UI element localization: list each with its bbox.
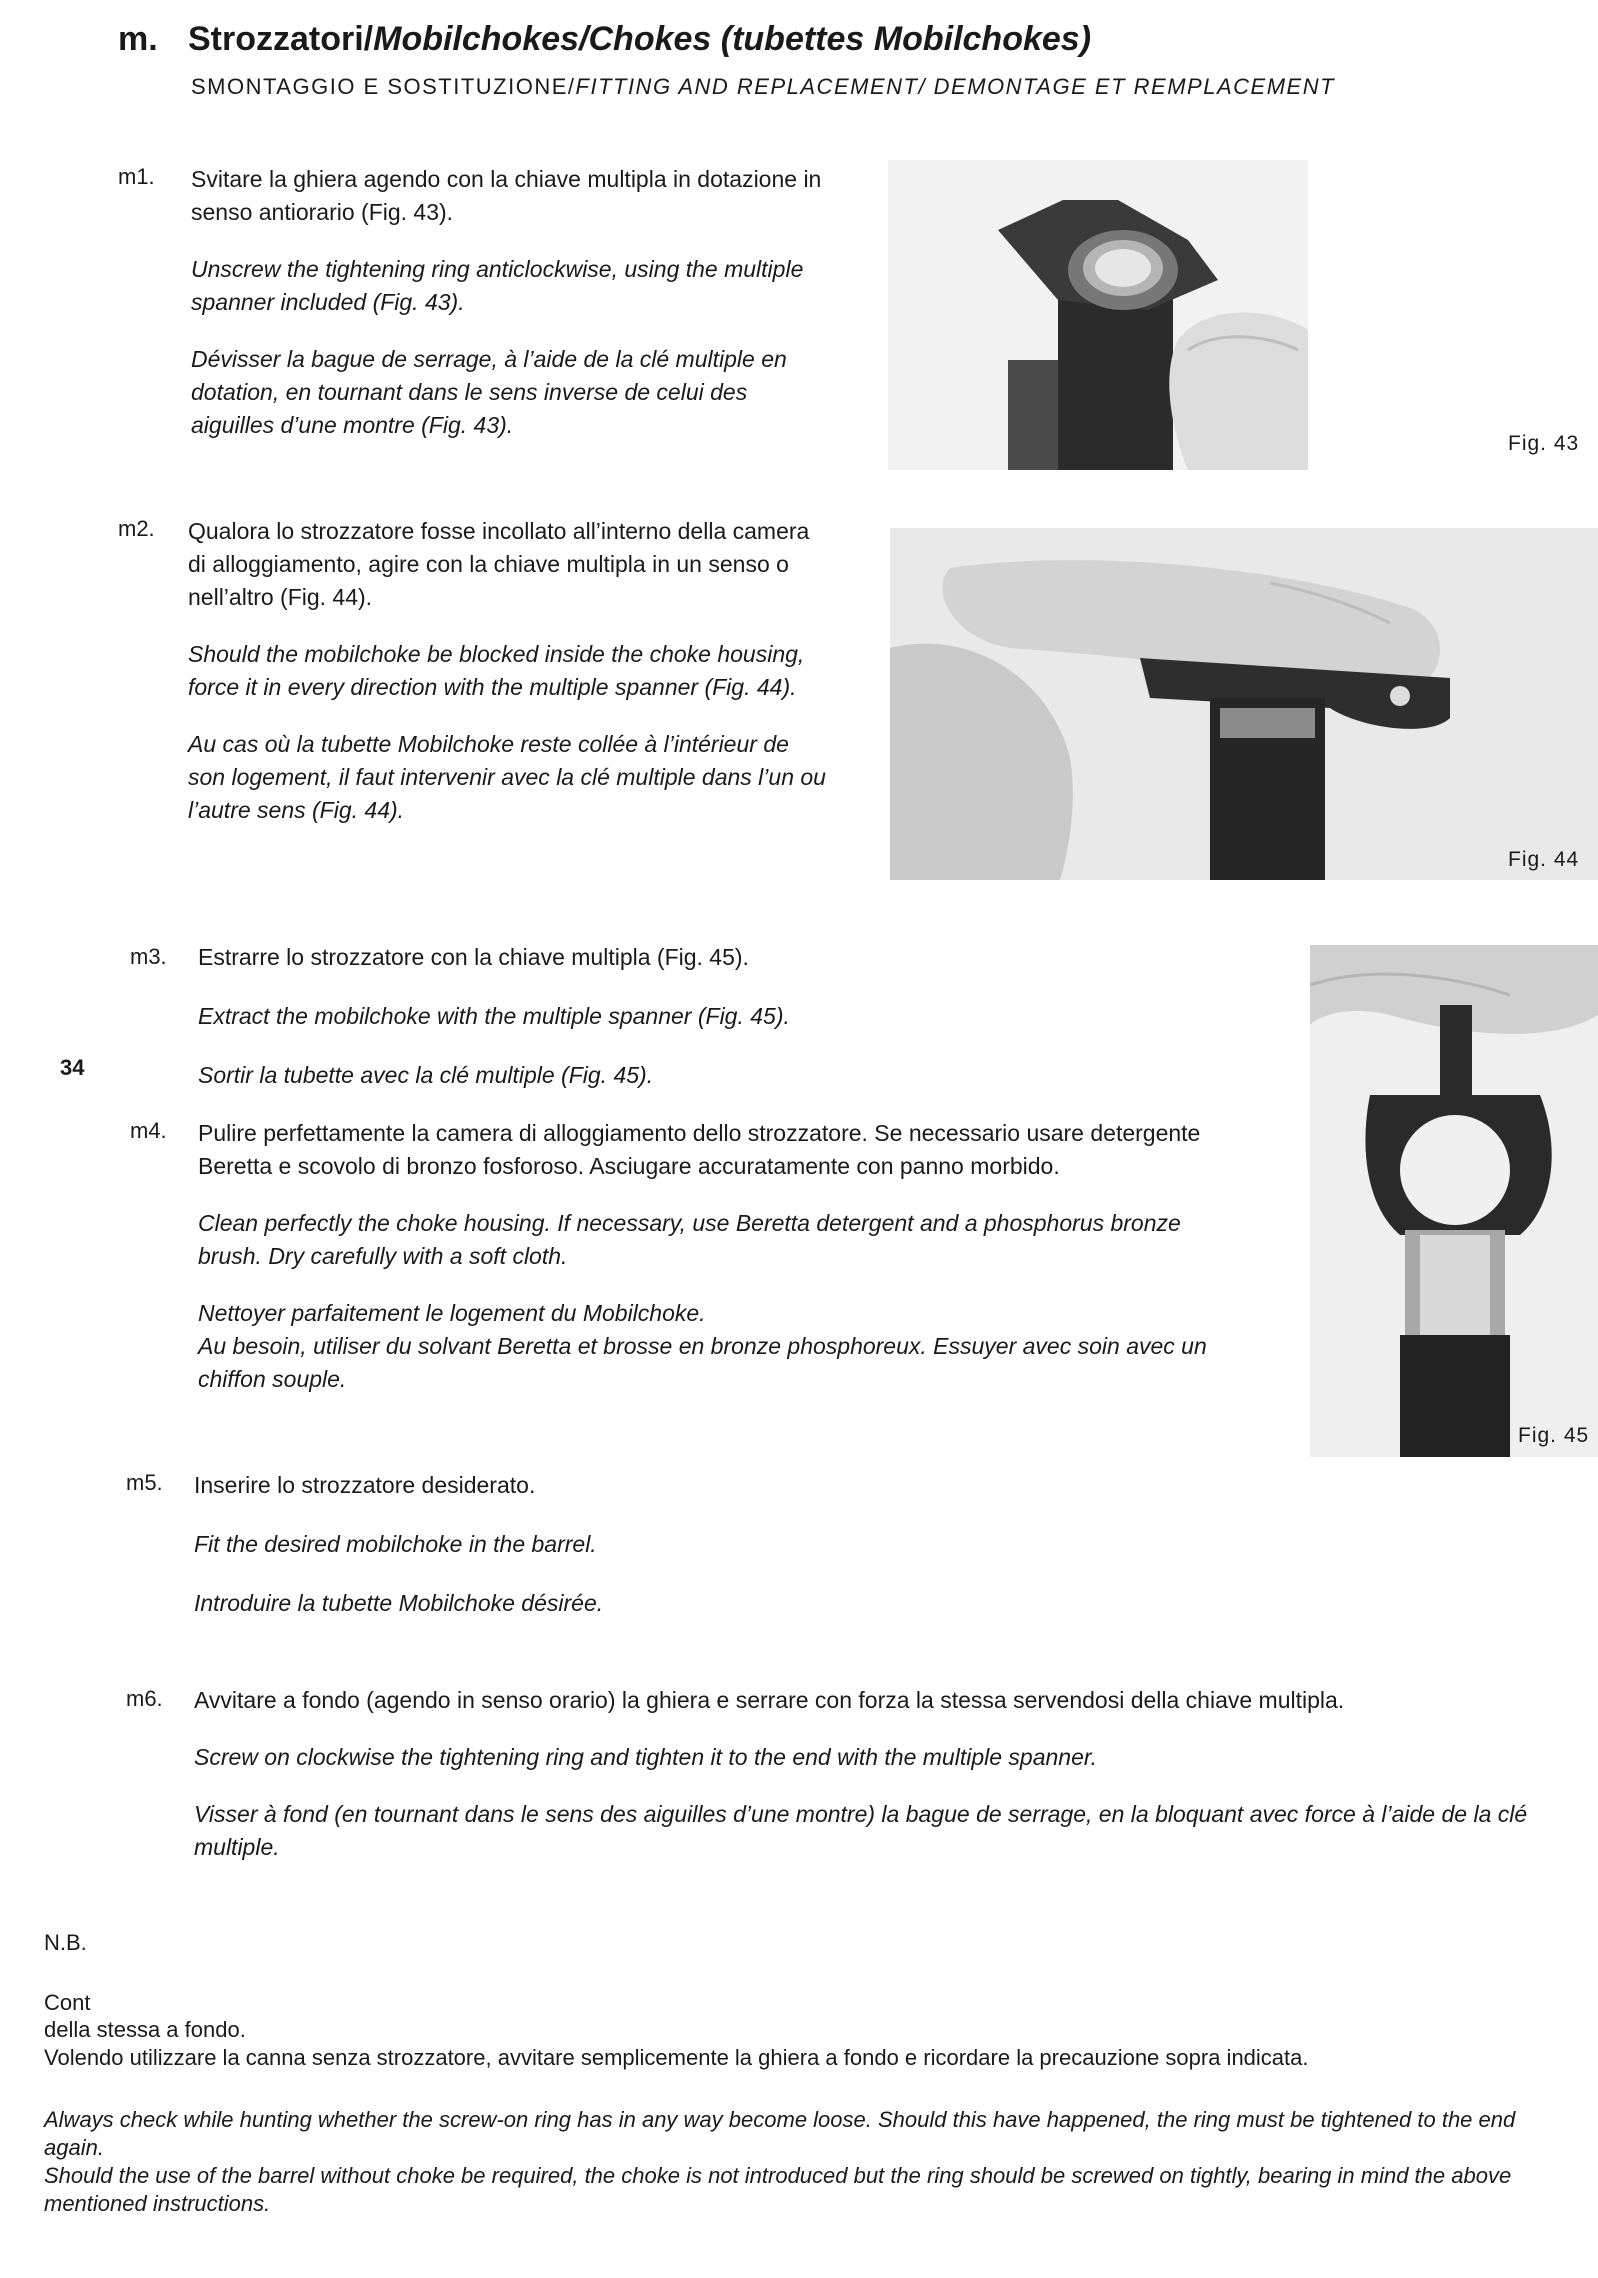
nb-label: N.B. (44, 1930, 87, 1955)
step-m3-french: Sortir la tubette avec la clé multiple (Fig. 45). (198, 1062, 654, 1088)
step-m1-french: Dévisser la bague de serrage, à l’aide de la clé multiple en dotation, en tournant dans le sens inverse de celui des aiguilles d’une montre (Fig. 43). (191, 346, 787, 438)
figure-43-caption: Fig. 43 (1508, 432, 1580, 455)
notes-block (44, 2016, 1524, 2218)
step-m4 (198, 1117, 1233, 1420)
section-subtitle (191, 74, 1335, 100)
title-plain: Strozzatori/ (188, 20, 374, 58)
step-m5-number: m5. (126, 1470, 163, 1495)
step-m4-number: m4. (130, 1118, 167, 1143)
step-m6-number: m6. (126, 1686, 163, 1711)
step-m1 (191, 163, 836, 466)
figure-44-caption: Fig. 44 (1508, 848, 1580, 871)
notes-italian-1: della stessa a fondo. (44, 2017, 246, 2042)
step-m6-italian: Avvitare a fondo (agendo in senso orario) la ghiera e serrare con forza la stessa servendosi della chiave multipla. (194, 1687, 1345, 1713)
step-m3-english: Extract the mobilchoke with the multiple spanner (Fig. 45). (198, 1003, 790, 1029)
step-m3 (198, 941, 1218, 1116)
step-m5-italian: Inserire lo strozzatore desiderato. (194, 1472, 536, 1498)
figure-45-photo (1310, 945, 1598, 1457)
page-number: 34 (60, 1055, 85, 1080)
section-title (118, 20, 1091, 59)
step-m2-italian: Qualora lo strozzatore fosse incollato all’interno della camera di alloggiamento, agire con la chiave multipla in un senso o nell’altro (Fig. 44). (188, 518, 810, 610)
step-m4-french-2: Au besoin, utiliser du solvant Beretta et brosse en bronze phosphoreux. Essuyer avec soin avec un chiffon souple. (198, 1333, 1207, 1392)
step-m2 (188, 515, 828, 851)
step-m4-french-1: Nettoyer parfaitement le logement du Mobilchoke. (198, 1300, 706, 1326)
step-m1-italian: Svitare la ghiera agendo con la chiave multipla in dotazione in senso antiorario (Fig. 43). (191, 166, 822, 225)
step-m4-italian: Pulire perfettamente la camera di alloggiamento dello strozzatore. Se necessario usare detergente Beretta e scovolo di bronzo fosforoso. Asciugare accuratamente con panno morbido. (198, 1120, 1201, 1179)
figure-44-photo (890, 528, 1598, 880)
subtitle-plain: SMONTAGGIO E SOSTITUZIONE/ (191, 74, 576, 99)
step-m1-number: m1. (118, 164, 155, 189)
step-m5 (194, 1469, 1194, 1644)
step-m5-french: Introduire la tubette Mobilchoke désirée. (194, 1590, 604, 1616)
step-m2-number: m2. (118, 516, 155, 541)
notes-english-1: Always check while hunting whether the screw-on ring has in any way become loose. Should this have happened, the ring must be tightened to the end again. (44, 2107, 1516, 2160)
step-m6-french: Visser à fond (en tournant dans le sens des aiguilles d’une montre) la bague de serrage, en la bloquant avec force à l’aide de la clé multiple. (194, 1801, 1528, 1860)
step-m3-number: m3. (130, 944, 167, 969)
step-m6 (194, 1684, 1594, 1888)
figure-45-caption: Fig. 45 (1518, 1424, 1590, 1447)
step-m5-english: Fit the desired mobilchoke in the barrel. (194, 1531, 597, 1557)
step-m2-english: Should the mobilchoke be blocked inside the choke housing, force it in every direction with the multiple spanner (Fig. 44). (188, 641, 805, 700)
notes-english-2: Should the use of the barrel without choke be required, the choke is not introduced but the ring should be screwed on tightly, bearing in mind the above mentioned instructions. (44, 2163, 1512, 2216)
step-m4-english: Clean perfectly the choke housing. If necessary, use Beretta detergent and a phosphorus bronze brush. Dry carefully with a soft cloth. (198, 1210, 1181, 1269)
title-italic: Mobilchokes/Chokes (tubettes Mobilchokes) (373, 20, 1092, 58)
step-m3-italian: Estrarre lo strozzatore con la chiave multipla (Fig. 45). (198, 944, 749, 970)
section-letter: m. (118, 20, 158, 58)
subtitle-italic: FITTING AND REPLACEMENT/ DEMONTAGE ET REMPLACEMENT (575, 74, 1336, 99)
notes-italian-2: Volendo utilizzare la canna senza strozzatore, avvitare semplicemente la ghiera a fondo e ricordare la precauzione sopra indicata. (44, 2045, 1309, 2070)
step-m1-english: Unscrew the tightening ring anticlockwise, using the multiple spanner included (Fig. 43). (191, 256, 804, 315)
step-m6-english: Screw on clockwise the tightening ring and tighten it to the end with the multiple spanner. (194, 1744, 1098, 1770)
step-m2-french: Au cas où la tubette Mobilchoke reste collée à l’intérieur de son logement, il faut intervenir avec la clé multiple dans l’un ou l’autre sens (Fig. 44). (188, 731, 826, 823)
figure-43-photo (888, 160, 1308, 470)
notes-cont: Cont (44, 1990, 91, 2015)
